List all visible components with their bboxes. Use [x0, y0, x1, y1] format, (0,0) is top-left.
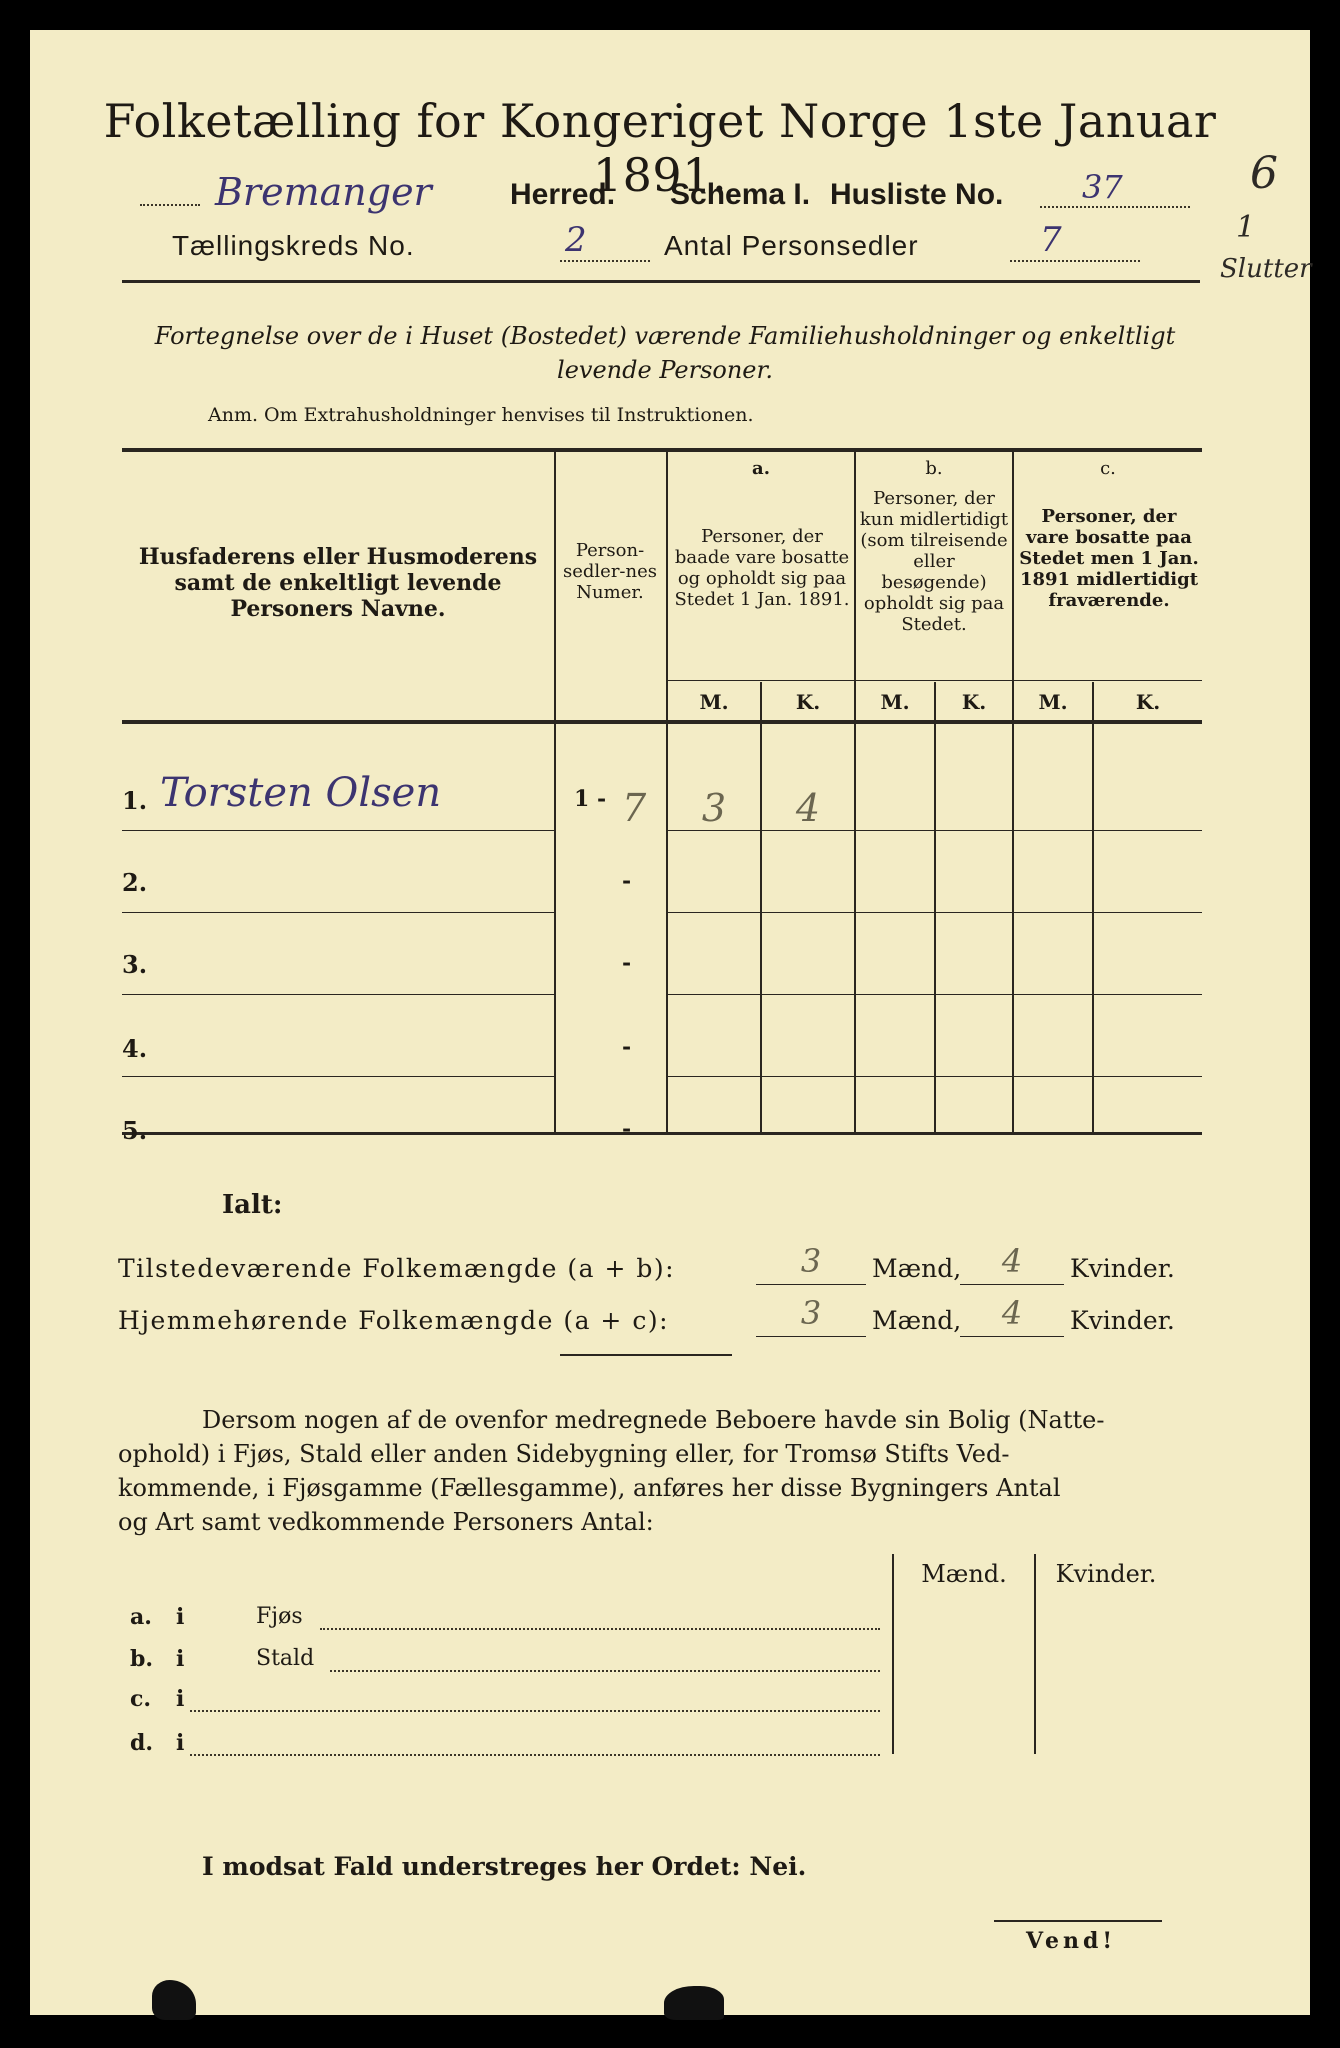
- row-numer: -: [622, 950, 632, 976]
- kreds-dots: [560, 260, 650, 262]
- col-header-b-text: Personer, der kun midlertidigt (som tilreisende eller besøgende) opholdt sig paa Stedet.: [859, 488, 1009, 635]
- row-rule-right: [668, 830, 1202, 831]
- vend-label: Vend!: [1026, 1928, 1117, 1954]
- totals-line2-label: Hjemmehørende Folkemængde (a + c):: [118, 1306, 669, 1335]
- table-vline-a-mk: [760, 682, 762, 1132]
- intro-note: Anm. Om Extrahusholdninger henvises til Instruktionen.: [208, 404, 754, 426]
- herred-dots: [140, 204, 200, 206]
- ialt-label: Ialt:: [222, 1190, 283, 1220]
- col-a-k: K.: [795, 690, 821, 714]
- herred-value: Bremanger: [215, 170, 432, 214]
- row-rule: [122, 830, 554, 831]
- building-item-i: i: [176, 1730, 185, 1756]
- row-rule: [122, 994, 554, 995]
- kreds-value: 2: [565, 220, 587, 260]
- vend-rule: [994, 1920, 1162, 1922]
- buildings-para-4: og Art samt vedkommende Personers Antal:: [118, 1508, 654, 1536]
- husliste-dots: [1040, 206, 1190, 208]
- table-vline-4: [1012, 450, 1014, 1132]
- col-b-m: M.: [880, 690, 910, 714]
- col-header-c-text: Personer, der vare bosatte paa Stedet men 1 Jan. 1891 midlertidigt fraværende.: [1019, 506, 1199, 611]
- margin-note-1: 1: [1236, 210, 1256, 245]
- nei-line: I modsat Fald understreges her Ordet: Nei.: [202, 1852, 807, 1881]
- building-item-label: Stald: [256, 1646, 315, 1671]
- husliste-label: Husliste No.: [830, 178, 1004, 211]
- buildings-para-3: kommende, i Fjøsgamme (Fællesgamme), anføres her disse Bygningers Antal: [118, 1474, 1061, 1502]
- antal-dots: [1010, 260, 1140, 262]
- table-vline-c-mk: [1092, 682, 1094, 1132]
- table-top-rule: [122, 448, 1202, 452]
- buildings-para-1: Dersom nogen af de ovenfor medregnede Beboere havde sin Bolig (Natte-: [202, 1406, 1105, 1434]
- row-name: Torsten Olsen: [160, 770, 442, 816]
- col-header-a-text: Personer, der baade vare bosatte og opholdt sig paa Stedet 1 Jan. 1891.: [674, 526, 850, 610]
- intro-heading-1: Fortegnelse over de i Huset (Bostedet) værende Familiehusholdninger og enkeltligt: [154, 322, 1176, 350]
- row-number: 4.: [122, 1034, 148, 1063]
- building-item-letter: d.: [130, 1730, 154, 1756]
- row-numer: -: [622, 868, 632, 894]
- row-rule: [122, 1076, 554, 1077]
- building-item-letter: b.: [130, 1646, 154, 1672]
- mk-rule-b: [856, 680, 1012, 681]
- totals-line1-m-rule: [756, 1284, 866, 1285]
- building-item-i: i: [176, 1604, 185, 1630]
- herred-label: Herred.: [510, 178, 616, 211]
- totals-line2-kvinder: Kvinder.: [1070, 1306, 1175, 1335]
- building-item-i: i: [176, 1646, 185, 1672]
- building-item-i: i: [176, 1686, 185, 1712]
- table-bottom-rule: [122, 1132, 1202, 1135]
- husliste-value: 37: [1082, 168, 1123, 206]
- col-b-k: K.: [961, 690, 987, 714]
- col-c-m: M.: [1038, 690, 1068, 714]
- schema-label: Schema I.: [670, 178, 811, 211]
- totals-line2-k-rule: [960, 1336, 1064, 1337]
- census-form: [30, 30, 1310, 2015]
- buildings-vline-2: [1034, 1554, 1036, 1754]
- col-c-k: K.: [1135, 690, 1161, 714]
- table-header-rule: [122, 720, 1202, 724]
- totals-line2-m-rule: [756, 1336, 866, 1337]
- row-number: 3.: [122, 950, 148, 979]
- section-divider: [560, 1354, 732, 1356]
- row-a-m: 3: [701, 786, 727, 830]
- scan-mark-center: [664, 1986, 724, 2020]
- building-item-dots: [190, 1710, 880, 1712]
- table-vline-1: [554, 450, 556, 1132]
- header-rule: [122, 280, 1200, 283]
- col-header-c-letter: c.: [1100, 458, 1116, 479]
- buildings-col-maend: Mænd.: [921, 1560, 1007, 1588]
- building-item-letter: c.: [130, 1686, 152, 1712]
- building-item-dots: [330, 1670, 880, 1672]
- table-vline-3: [854, 450, 856, 1132]
- col-header-numer: Person-sedler-nes Numer.: [563, 540, 657, 603]
- totals-line1-m: 3: [800, 1242, 822, 1280]
- mk-rule-a: [668, 680, 854, 681]
- buildings-col-kvinder: Kvinder.: [1055, 1560, 1157, 1588]
- building-item-dots: [190, 1754, 880, 1756]
- row-numer: -: [622, 1116, 632, 1142]
- intro-heading-2: levende Personer.: [557, 356, 773, 384]
- row-numer: -: [622, 1034, 632, 1060]
- row-a-k: 4: [795, 786, 821, 830]
- row-number: 1.: [122, 786, 148, 815]
- totals-line1-k: 4: [1001, 1242, 1023, 1280]
- col-header-names: Husfaderens eller Husmoderens samt de enkeltligt levende Personers Navne.: [138, 544, 538, 622]
- row-numer: 1 -: [574, 786, 607, 812]
- mk-rule-c: [1014, 680, 1202, 681]
- row-number: 5.: [122, 1116, 148, 1145]
- antal-label: Antal Personsedler: [664, 230, 919, 261]
- col-header-b-letter: b.: [925, 458, 943, 479]
- totals-line1-k-rule: [960, 1284, 1064, 1285]
- building-item-label: Fjøs: [256, 1604, 303, 1629]
- table-vline-2: [666, 450, 668, 1132]
- buildings-vline-1: [892, 1554, 894, 1754]
- table-vline-b-mk: [934, 682, 936, 1132]
- totals-line1-kvinder: Kvinder.: [1070, 1254, 1175, 1283]
- building-item-letter: a.: [130, 1604, 152, 1630]
- kreds-label: Tællingskreds No.: [172, 230, 415, 261]
- row-rule: [122, 912, 554, 913]
- row-rule-right: [668, 994, 1202, 995]
- totals-line1-label: Tilstedeværende Folkemængde (a + b):: [118, 1254, 676, 1283]
- row-rule-right: [668, 1076, 1202, 1077]
- row-numer-hand: 7: [622, 786, 647, 830]
- totals-line1-maend: Mænd,: [872, 1254, 962, 1283]
- scan-mark-left: [152, 1980, 196, 2020]
- row-number: 2.: [122, 868, 148, 897]
- col-a-m: M.: [699, 690, 729, 714]
- buildings-para-2: ophold) i Fjøs, Stald eller anden Sidebygning eller, for Tromsø Stifts Ved-: [118, 1440, 1010, 1468]
- totals-line2-k: 4: [1001, 1294, 1023, 1332]
- row-rule-right: [668, 912, 1202, 913]
- margin-note-slutter: Slutter: [1220, 254, 1312, 284]
- form-title: Folketælling for Kongeriget Norge 1ste Januar 1891.: [103, 94, 1217, 202]
- totals-line2-maend: Mænd,: [872, 1306, 962, 1335]
- totals-line2-m: 3: [800, 1294, 822, 1332]
- antal-value: 7: [1040, 220, 1062, 260]
- margin-note-6: 6: [1250, 148, 1278, 199]
- col-header-a-letter: a.: [752, 458, 770, 479]
- building-item-dots: [320, 1628, 880, 1630]
